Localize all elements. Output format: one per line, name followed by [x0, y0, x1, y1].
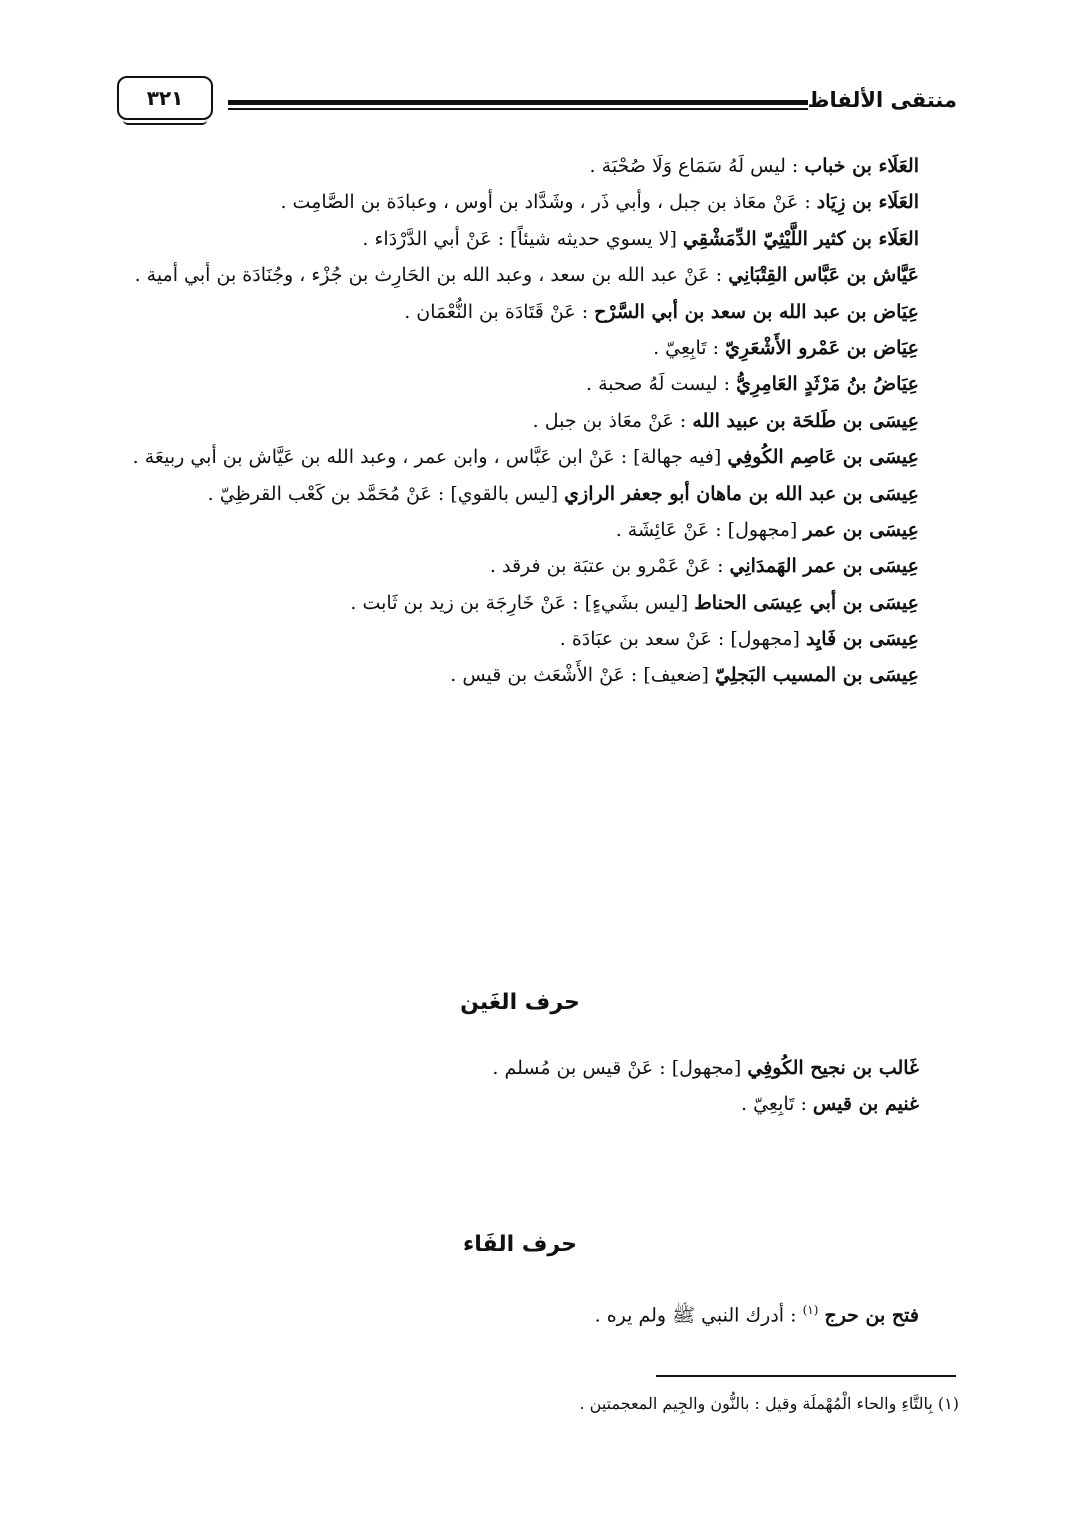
narrator-name: العَلَاء بن خباب: [804, 155, 919, 177]
section-ghain-list: [139, 1050, 919, 1123]
list-item: [139, 1292, 919, 1328]
list-item: [139, 621, 919, 657]
narrator-description: : عَنْ قَتَادَة بن النُّعْمَان .: [404, 300, 595, 323]
list-item: [134, 257, 919, 293]
list-item: [139, 548, 919, 584]
list-item: [139, 366, 919, 402]
narrator-description: : ليست لَهُ صحبة .: [586, 373, 737, 396]
narrator-name: عِيسَى بن عبد الله بن ماهان أبو جعفر الرازي: [564, 482, 919, 505]
narrator-description: : عَنْ معَاذ بن جبل .: [532, 409, 693, 432]
narrator-description: [مجهول] : عَنْ عَائِشَة .: [615, 518, 804, 541]
list-item: [139, 403, 919, 439]
section-fa-list: [139, 1292, 919, 1328]
page-number: ٣٢١: [117, 76, 213, 120]
list-item: [139, 184, 919, 220]
narrator-name: فتح بن حرج: [824, 1304, 919, 1327]
header-rule-thick: [228, 100, 808, 105]
narrator-description: : أدرك النبي ﷺ ولم يره .: [594, 1304, 803, 1327]
narrator-name: عِيسَى بن عمر: [803, 518, 919, 541]
list-item: [139, 294, 919, 330]
narrator-description: [فيه جهالة] : عَنْ ابن عَبَّاس ، وابن عمر ، وعبد الله بن عَيَّاش بن أبي ربيعَة .: [132, 446, 728, 469]
list-item: [139, 1086, 919, 1122]
narrator-name: عِيسَى بن عمر الهَمدَانِي: [729, 555, 919, 578]
footnote-reference[interactable]: (١): [802, 1303, 819, 1317]
list-item: [139, 221, 919, 257]
narrator-description: [ضعيف] : عَنْ الأَشْعَث بن قيس .: [450, 664, 715, 687]
narrator-name: عِيَاض بن عبد الله بن سعد بن أبي السَّرْح: [594, 300, 919, 323]
narrator-description: : ليس لَهُ سَمَاع وَلَا صُحْبَة .: [589, 155, 805, 177]
section-heading-ghain: حرف الغَين: [460, 990, 580, 1015]
list-item: [132, 439, 919, 475]
narrator-name: عِيسَى بن فَايِد: [806, 628, 919, 651]
list-item: [139, 330, 919, 366]
list-item: [139, 148, 919, 184]
footnote-separator: [656, 1375, 956, 1377]
narrator-name: عِيسَى بن عَاصِم الكُوفِي: [727, 446, 919, 469]
narrator-name: عِيسَى بن طَلحَة بن عبيد الله: [692, 409, 919, 432]
narrator-description: : عَنْ عبد الله بن سعد ، وعبد الله بن الحَارِث بن جُزْء ، وجُنَادَة بن أبي أمية .: [134, 264, 729, 287]
entries-list: [132, 148, 919, 694]
narrator-description: [مجهول] : عَنْ سعد بن عبَادَة .: [559, 628, 807, 651]
list-item: [139, 512, 919, 548]
section-heading-fa: حرف الفَاء: [463, 1232, 577, 1257]
narrator-description: [ليس بشَيءٍ] : عَنْ خَارِجَة بن زيد بن ثَابت .: [350, 591, 695, 614]
narrator-description: : عَنْ عَمْرو بن عتبَة بن فرقد .: [489, 555, 730, 578]
narrator-name: غَالب بن نجيح الكُوفِي: [747, 1057, 919, 1079]
narrator-name: عِيسَى بن المسيب البَجلِيّ: [714, 664, 919, 687]
narrator-description: [لا يسوي حديثه شيئاً] : عَنْ أبي الدَّرْدَاء .: [362, 227, 683, 250]
narrator-description: [مجهول] : عَنْ قيس بن مُسلم .: [492, 1057, 748, 1079]
narrator-name: عَيَّاش بن عَبَّاس القِتْبَانِي: [728, 264, 919, 287]
list-item: [139, 657, 919, 693]
narrator-name: عِيَاضُ بنُ مَرْثَدٍ العَامِرِيُّ: [736, 373, 919, 396]
header-rule: [228, 100, 808, 112]
list-item: [139, 585, 919, 621]
narrator-name: العَلَاء بن كثير اللَّيْثِيّ الدِّمَشْقِي: [683, 227, 919, 250]
list-item: [139, 476, 919, 512]
narrator-name: العَلَاء بن زِيَاد: [816, 191, 919, 214]
narrator-name: غنيم بن قيس: [812, 1093, 919, 1116]
running-title: منتقى الألفاظ: [807, 88, 957, 112]
list-item: [139, 1050, 919, 1086]
narrator-name: عِيَاض بن عَمْرو الأَشْعَرِيّ: [725, 336, 919, 359]
narrator-name: عِيسَى بن أبي عِيسَى الحناط: [694, 591, 919, 614]
header-rule-thin: [228, 108, 808, 110]
narrator-description: : عَنْ معَاذ بن جبل ، وأبي ذَر ، وشَدَّاد بن أوس ، وعبادَة بن الصَّامِت .: [280, 191, 817, 214]
footnote: (١) بِالتَّاءِ والحاء الْمُهْملَة وقيل : بالنُّون والجِيم المعجمتين .: [579, 1394, 959, 1413]
narrator-description: : تَابِعِيّ .: [653, 336, 726, 359]
narrator-description: : تَابِعِيّ .: [740, 1093, 813, 1116]
narrator-description: [ليس بالقوي] : عَنْ مُحَمَّد بن كَعْب القرظِيّ .: [207, 482, 565, 505]
